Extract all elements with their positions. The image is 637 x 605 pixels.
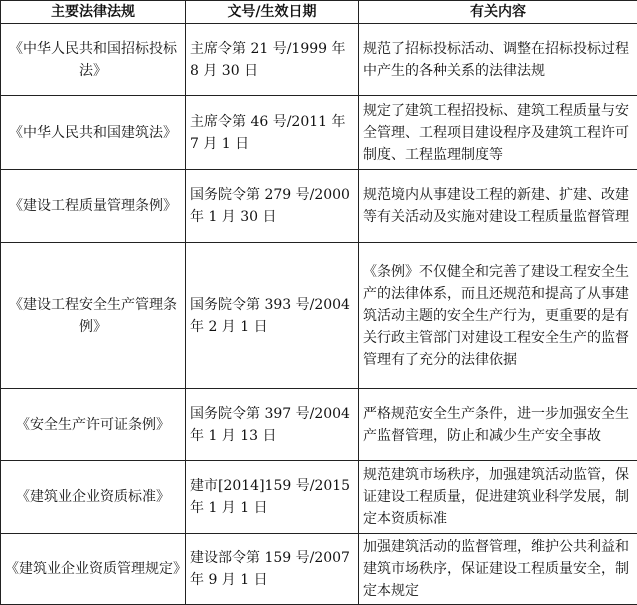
doc-date-cell: 建市[2014]159 号/2015 年 1 月 1 日 — [186, 461, 359, 534]
table-header-row — [1, 1, 637, 24]
content-cell: 加强建筑活动的监督管理，维护公共利益和建筑市场秩序，保证建设工程质量安全，制定本规定 — [359, 534, 637, 605]
header-law: 主要法律法规 — [1, 1, 186, 24]
doc-date-cell: 国务院令第 393 号/2004 年 2 月 1 日 — [186, 243, 359, 389]
content-cell: 规范建筑市场秩序，加强建筑活动监管，保证建设工程质量，促进建筑业科学发展，制定本资质标准 — [359, 461, 637, 534]
table-row — [1, 170, 637, 243]
law-name-cell: 《建筑业企业资质管理规定》 — [1, 534, 186, 605]
law-name-cell: 《建设工程质量管理条例》 — [1, 170, 186, 243]
table-row — [1, 96, 637, 170]
content-cell: 《条例》不仅健全和完善了建设工程安全生产的法律体系，而且还规范和提高了从事建筑活动主题的安全生产行为，更重要的是有关行政主管部门对建设工程安全生产的监督管理有了充分的法律依据 — [359, 243, 637, 389]
table-row — [1, 243, 637, 389]
content-cell: 规范境内从事建设工程的新建、扩建、改建等有关活动及实施对建设工程质量监督管理 — [359, 170, 637, 243]
doc-date-cell: 主席令第 21 号/1999 年 8 月 30 日 — [186, 24, 359, 96]
header-content: 有关内容 — [359, 1, 637, 24]
table-row — [1, 24, 637, 96]
table-row — [1, 461, 637, 534]
law-name-cell: 《建设工程安全生产管理条例》 — [1, 243, 186, 389]
doc-date-cell: 国务院令第 279 号/2000 年 1 月 30 日 — [186, 170, 359, 243]
law-name-cell: 《安全生产许可证条例》 — [1, 389, 186, 461]
header-doc-date: 文号/生效日期 — [186, 1, 359, 24]
law-name-cell: 《建筑业企业资质标准》 — [1, 461, 186, 534]
law-name-cell: 《中华人民共和国招标投标法》 — [1, 24, 186, 96]
content-cell: 规定了建筑工程招投标、建筑工程质量与安全管理、工程项目建设程序及建筑工程许可制度、工程监理制度等 — [359, 96, 637, 170]
doc-date-cell: 主席令第 46 号/2011 年 7 月 1 日 — [186, 96, 359, 170]
table-row — [1, 389, 637, 461]
content-cell: 规范了招标投标活动、调整在招标投标过程中产生的各种关系的法律法规 — [359, 24, 637, 96]
content-cell: 严格规范安全生产条件，进一步加强安全生产监督管理，防止和减少生产安全事故 — [359, 389, 637, 461]
doc-date-cell: 建设部令第 159 号/2007 年 9 月 1 日 — [186, 534, 359, 605]
doc-date-cell: 国务院令第 397 号/2004 年 1 月 13 日 — [186, 389, 359, 461]
law-name-cell: 《中华人民共和国建筑法》 — [1, 96, 186, 170]
table-row — [1, 534, 637, 605]
